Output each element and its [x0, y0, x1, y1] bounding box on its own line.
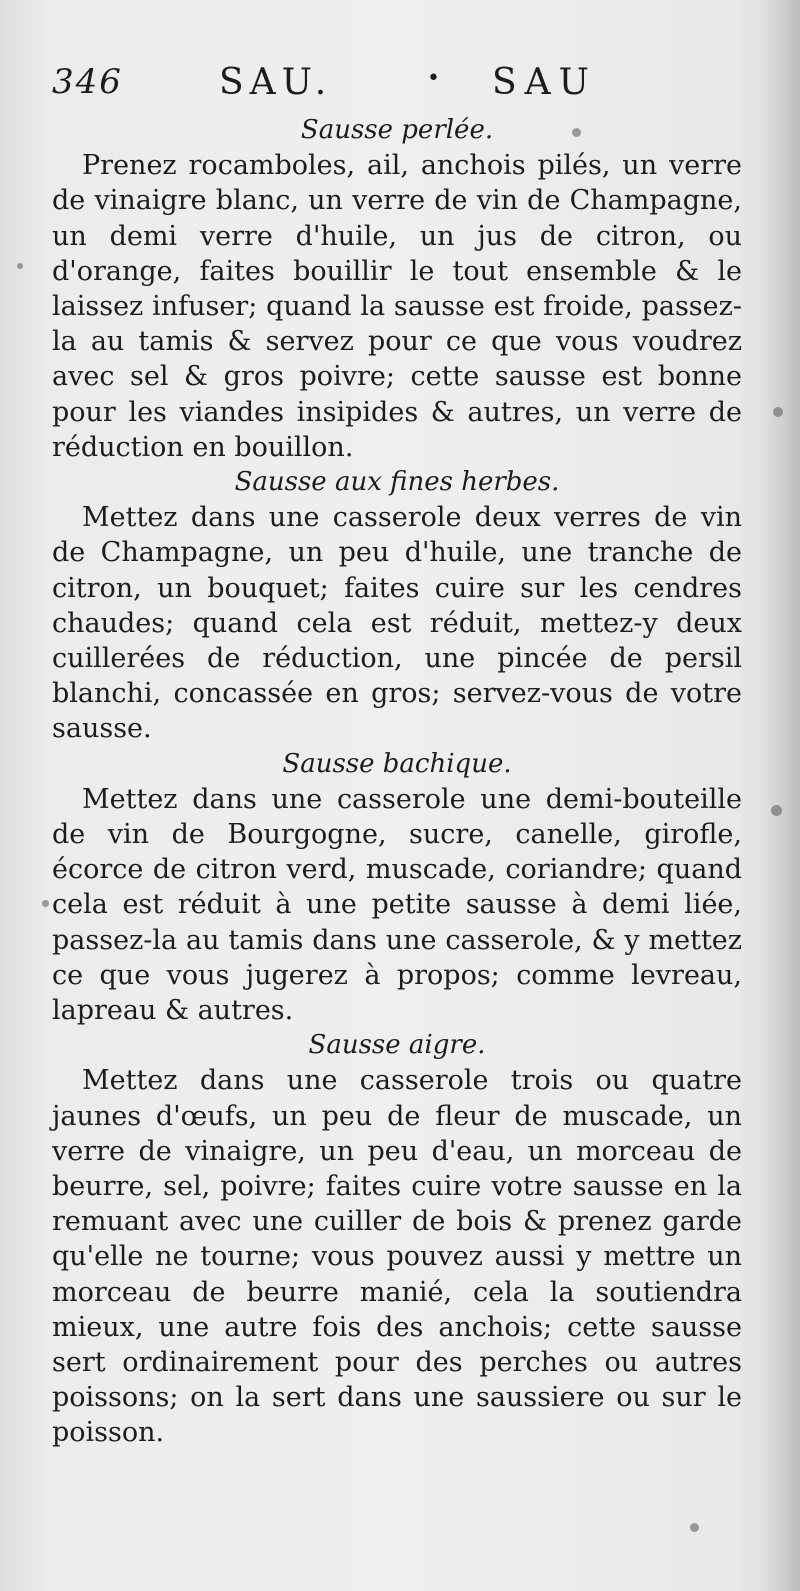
running-header [52, 62, 752, 112]
recipe-body: Mettez dans une casserole une demi-bouteille de vin de Bourgogne, sucre, canelle, girofle, écorce de citron verd, muscade, coriandre; quand cela est réduit à une petite sausse à demi liée, passez-la au tamis dans une casserole, & y mettez ce que vous jugerez à propos; comme levreau, lapreau & autres. [52, 783, 742, 1027]
recipe-body: Mettez dans une casserole trois ou quatre jaunes d'œufs, un peu de fleur de muscade, un verre de vinaigre, un peu d'eau, un morceau de beurre, sel, poivre; faites cuire votre sausse en la remuant avec une cuiller de bois & prenez garde qu'elle ne tourne; vous pouvez aussi y mettre un morceau de beurre manié, cela la soutiendra mieux, une autre fois des anchois; cette sausse sert ordinairement pour des perches ou autres poissons; on la sert dans une saussiere ou sur le poisson. [52, 1065, 742, 1449]
ink-speck [42, 900, 49, 907]
running-head-separator: • [427, 66, 442, 91]
recipe-title: Sausse perlée. [300, 115, 494, 145]
ink-speck [690, 1523, 699, 1532]
recipe-sausse-bachique [52, 747, 742, 1029]
recipe-body: Mettez dans une casserole deux verres de vin de Champagne, un peu d'huile, une tranche de citron, un bouquet; faites cuire sur les cendres chaudes; quand cela est réduit, mettez-y deux cuillerées de réduction, une pincée de persil blanchi, concassée en gros; servez-vous de votre sausse. [52, 502, 742, 745]
recipe-sausse-aigre [52, 1028, 742, 1450]
ink-speck [773, 407, 783, 417]
recipe-sausse-perlee [52, 113, 742, 465]
ink-speck [771, 805, 782, 816]
recipe-title: Sausse aux fines herbes. [234, 467, 560, 498]
page-number: 346 [52, 62, 123, 102]
ink-speck [17, 263, 23, 269]
recipe-title: Sausse bachique. [282, 748, 512, 779]
recipe-title: Sausse aigre. [308, 1030, 486, 1061]
running-head-left: SAU. [219, 62, 333, 103]
page-gutter-shadow [762, 0, 800, 1591]
page-content [52, 113, 742, 1451]
recipe-body: Prenez rocamboles, ail, anchois pilés, un verre de vinaigre blanc, un verre de vin de Champagne, un demi verre d'huile, un jus de citron, ou d'orange, faites bouillir le tout ensemble & le laissez infuser; quand la sausse est froide, passez-la au tamis & servez pour ce que vous voudrez avec sel & gros poivre; cette sausse est bonne pour les viandes insipides & autres, un verre de réduction en bouillon. [52, 150, 742, 463]
running-head-right: SAU [492, 62, 597, 103]
recipe-sausse-fines-herbes [52, 465, 742, 747]
ink-speck [572, 128, 581, 137]
